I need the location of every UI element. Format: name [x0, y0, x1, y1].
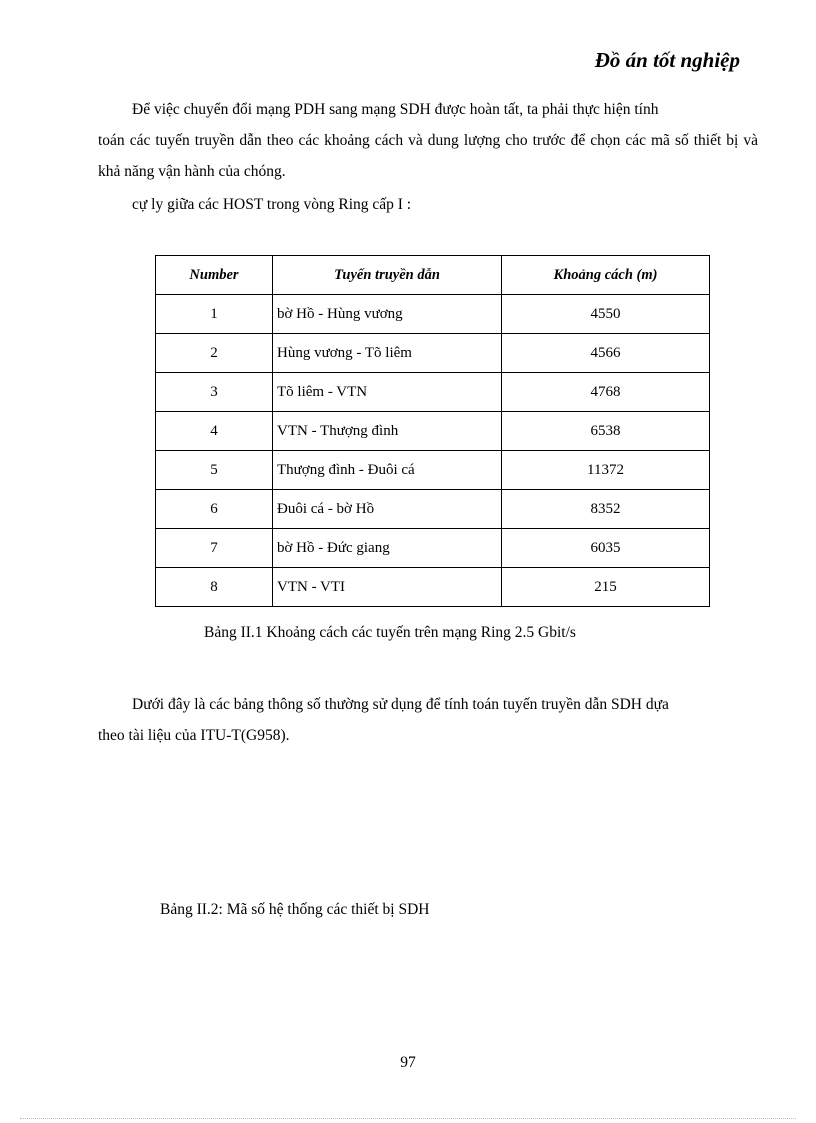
cell-route: bờ Hồ - Hùng vương: [273, 295, 502, 334]
cell-route: Thượng đình - Đuôi cá: [273, 451, 502, 490]
cell-number: 7: [156, 529, 273, 568]
cell-number: 5: [156, 451, 273, 490]
below-line-1: Dưới đây là các bảng thông số thường sử dụng để tính toán tuyến truyền dẫn SDH dựa: [132, 696, 669, 713]
cell-distance: 11372: [502, 451, 710, 490]
footer-divider: [20, 1118, 796, 1119]
intro-rest: toán các tuyến truyền dẫn theo các khoảng cách và dung lượng cho trước để chọn các mã số thiết bị và khả năng vận hành của chóng.: [98, 132, 758, 180]
table-row: [156, 334, 710, 373]
intro-paragraph: [98, 94, 758, 187]
header-distance: Khoảng cách (m): [502, 256, 710, 295]
table-caption-1: Bảng II.1 Khoảng cách các tuyến trên mạng Ring 2.5 Gbit/s: [204, 624, 576, 641]
table-row: [156, 373, 710, 412]
below-paragraph: [98, 689, 758, 751]
table-row: [156, 412, 710, 451]
intro-line-1: Để việc chuyển đổi mạng PDH sang mạng SDH được hoàn tất, ta phải thực hiện tính: [132, 101, 659, 118]
below-rest: theo tài liệu của ITU-T(G958).: [98, 727, 290, 744]
cell-distance: 4550: [502, 295, 710, 334]
cell-number: 2: [156, 334, 273, 373]
cell-route: Tõ liêm - VTN: [273, 373, 502, 412]
table-row: [156, 451, 710, 490]
table-row: [156, 490, 710, 529]
cell-route: bờ Hồ - Đức giang: [273, 529, 502, 568]
table-row: [156, 568, 710, 607]
cell-distance: 215: [502, 568, 710, 607]
header-title: Đồ án tốt nghiệp: [594, 48, 740, 72]
cell-number: 8: [156, 568, 273, 607]
table-row: [156, 529, 710, 568]
distance-table: [155, 255, 710, 607]
distance-intro-line: cự ly giữa các HOST trong vòng Ring cấp I :: [132, 196, 412, 213]
table-row: [156, 295, 710, 334]
cell-number: 4: [156, 412, 273, 451]
cell-distance: 8352: [502, 490, 710, 529]
cell-distance: 4566: [502, 334, 710, 373]
cell-route: Đuôi cá - bờ Hồ: [273, 490, 502, 529]
page-number: 97: [400, 1054, 416, 1071]
cell-route: VTN - Thượng đình: [273, 412, 502, 451]
cell-distance: 6538: [502, 412, 710, 451]
header-number: Number: [156, 256, 273, 295]
cell-number: 1: [156, 295, 273, 334]
cell-number: 3: [156, 373, 273, 412]
cell-route: Hùng vương - Tõ liêm: [273, 334, 502, 373]
header-route: Tuyến truyền dẫn: [273, 256, 502, 295]
table-caption-2: Bảng II.2: Mã số hệ thống các thiết bị SDH: [160, 901, 430, 918]
cell-distance: 6035: [502, 529, 710, 568]
cell-number: 6: [156, 490, 273, 529]
cell-route: VTN - VTI: [273, 568, 502, 607]
cell-distance: 4768: [502, 373, 710, 412]
table-header-row: [156, 256, 710, 295]
